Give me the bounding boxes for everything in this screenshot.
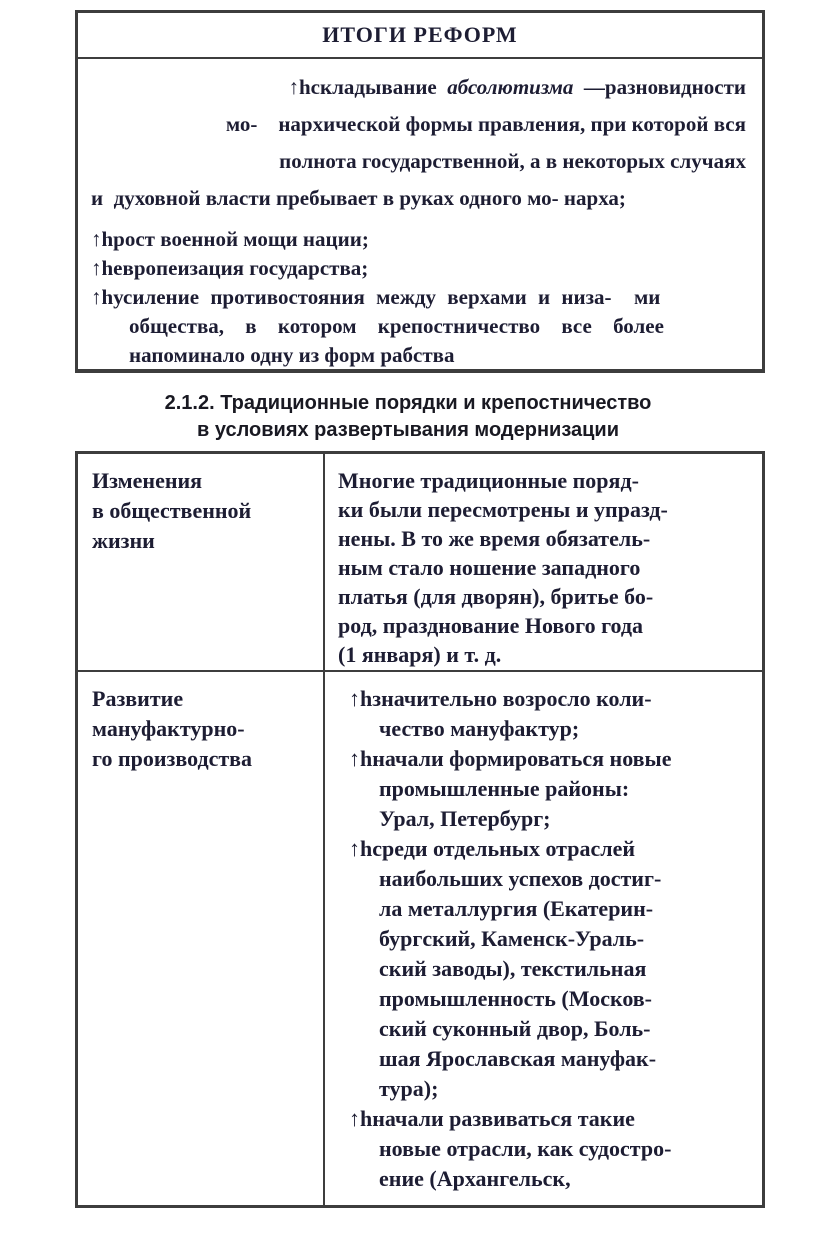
content-line: ение (Архангельск, bbox=[379, 1166, 571, 1191]
paragraph-line: полнота государственной, а в некоторых случаях bbox=[279, 149, 746, 173]
content-line: тура); bbox=[379, 1076, 439, 1101]
paragraph-line-pre: ↑hскладывание bbox=[288, 75, 448, 99]
content-line: род, празднование Нового года bbox=[338, 613, 644, 638]
paragraph-line bbox=[91, 69, 746, 106]
comparison-table bbox=[75, 451, 765, 1208]
content-line: нены. В то же время обязатель- bbox=[338, 526, 651, 551]
content-line: Урал, Петербург; bbox=[379, 806, 551, 831]
content-line: ский суконный двор, Боль- bbox=[379, 1016, 651, 1041]
italic-term: абсолютизма bbox=[447, 75, 574, 99]
content-line: чество мануфактур; bbox=[379, 716, 580, 741]
row-label-manufacturing bbox=[78, 672, 323, 1205]
bullet-line: ↑hсреди отдельных отраслей bbox=[349, 836, 636, 861]
row-label-line: жизни bbox=[92, 528, 155, 553]
content-line: бургский, Каменск-Ураль- bbox=[379, 926, 645, 951]
section-heading-line-1: 2.1.2. Традиционные порядки и крепостничество bbox=[164, 392, 652, 414]
bullet-line: общества, в котором крепостничество все более bbox=[129, 314, 664, 338]
bullet-line: ↑hевропеизация государства; bbox=[91, 256, 369, 280]
content-line: ла металлургия (Екатерин- bbox=[379, 896, 654, 921]
row-content-social-changes bbox=[323, 454, 762, 672]
content-line: ский заводы), текстильная bbox=[379, 956, 647, 981]
row-label-line: го производства bbox=[92, 746, 253, 771]
content-line: наибольших успехов достиг- bbox=[379, 866, 662, 891]
content-line: ки были пересмотрены и упразд- bbox=[338, 497, 668, 522]
bullet-line: ↑hначали развиваться такие bbox=[349, 1106, 635, 1131]
content-line: платья (для дворян), бритье бо- bbox=[338, 584, 654, 609]
content-line: Многие традиционные поряд- bbox=[338, 468, 639, 493]
content-line: шая Ярославская мануфак- bbox=[379, 1046, 657, 1071]
absolutism-paragraph bbox=[91, 69, 746, 217]
row-content-manufacturing bbox=[323, 672, 762, 1205]
bullet-line: ↑hрост военной мощи нации; bbox=[91, 227, 369, 251]
results-table bbox=[75, 10, 765, 373]
content-line: промышленные районы: bbox=[379, 776, 630, 801]
results-table-body bbox=[78, 59, 762, 370]
row-label-line: в общественной bbox=[92, 498, 252, 523]
results-table-title: ИТОГИ РЕФОРМ bbox=[78, 13, 762, 59]
paragraph-line-post: —разновидности bbox=[573, 75, 746, 99]
section-heading bbox=[0, 390, 816, 444]
paragraph-line: мо- нархической формы правления, при которой вся bbox=[225, 112, 746, 136]
content-line: новые отрасли, как судостро- bbox=[379, 1136, 672, 1161]
row-label-line: мануфактурно- bbox=[92, 716, 245, 741]
section-heading-line-2: в условиях развертывания модернизации bbox=[196, 419, 620, 441]
content-line: (1 января) и т. д. bbox=[338, 642, 502, 667]
row-label-social-changes bbox=[78, 454, 323, 672]
bullet-line: напоминало одну из форм рабства bbox=[129, 343, 455, 367]
bullet-line: ↑hначали формироваться новые bbox=[349, 746, 672, 771]
paragraph-gap bbox=[91, 217, 746, 225]
bullet-line: ↑hусиление противостояния между верхами и низа- ми bbox=[91, 285, 661, 309]
row-label-line: Развитие bbox=[92, 686, 184, 711]
row-label-line: Изменения bbox=[92, 468, 203, 493]
results-bullet-list bbox=[91, 225, 746, 370]
paragraph-line: и духовной власти пребывает в руках одного мо- нарха; bbox=[91, 186, 626, 210]
bullet-line: ↑hзначительно возросло коли- bbox=[349, 686, 652, 711]
content-line: промышленность (Москов- bbox=[379, 986, 653, 1011]
content-line: ным стало ношение западного bbox=[338, 555, 641, 580]
